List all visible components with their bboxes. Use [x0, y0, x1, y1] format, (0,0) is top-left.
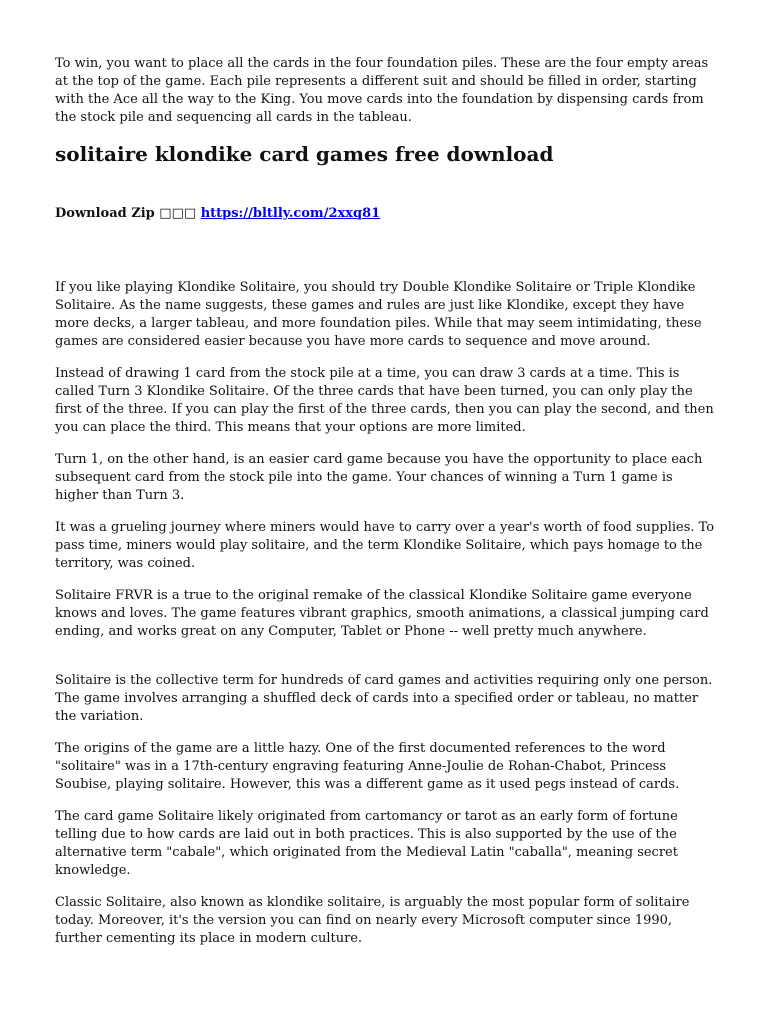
download-line — [55, 205, 715, 223]
body-paragraph: Solitaire is the collective term for hundreds of card games and activities requiring only one person. The game involves arranging a shuffled deck of cards into a specified order or tableau, no matter the variation. — [55, 673, 713, 724]
page-title: solitaire klondike card games free download — [55, 142, 554, 166]
body-paragraph: Instead of drawing 1 card from the stock pile at a time, you can draw 3 cards at a time. This is called Turn 3 Klondike Solitaire. Of the three cards that have been turned, you can only play the first of the three. If you can play the first of the three cards, then you can play the second, and then you can place the third. This means that your options are more limited. — [55, 366, 714, 435]
spacer — [55, 223, 715, 279]
body-paragraph: Turn 1, on the other hand, is an easier card game because you have the opportunity to place each subsequent card from the stock pile into the game. Your chances of winning a Turn 1 game is higher than Turn 3. — [55, 452, 703, 503]
placeholder-glyphs: □□□ — [159, 206, 197, 221]
body-paragraph: Classic Solitaire, also known as klondike solitaire, is arguably the most popular form of solitaire today. Moreover, it's the version you can find on nearly every Microsoft computer since 1990, further cementing its place in modern culture. — [55, 895, 690, 946]
body-paragraph: Solitaire FRVR is a true to the original remake of the classical Klondike Solitaire game everyone knows and loves. The game features vibrant graphics, smooth animations, a classical jumping card ending, and works great on any Computer, Tablet or Phone -- well pretty much anywhere. — [55, 588, 709, 639]
document-page — [55, 55, 715, 962]
intro-paragraph: To win, you want to place all the cards in the four foundation piles. These are the four empty areas at the top of the game. Each pile represents a different suit and should be filled in order, starting with the Ace all the way to the King. You move cards into the foundation by dispensing cards from the stock pile and sequencing all cards in the tableau. — [55, 56, 709, 125]
body-paragraph: If you like playing Klondike Solitaire, you should try Double Klondike Solitaire or Triple Klondike Solitaire. As the name suggests, these games and rules are just like Klondike, except they have more decks, a larger tableau, and more foundation piles. While that may seem intimidating, these games are considered easier because you have more cards to sequence and move around. — [55, 280, 702, 349]
download-label: Download Zip — [55, 206, 155, 221]
download-link[interactable]: https://bltlly.com/2xxq81 — [200, 206, 381, 221]
spacer — [55, 655, 715, 672]
body-paragraph: The card game Solitaire likely originated from cartomancy or tarot as an early form of fortune telling due to how cards are laid out in both practices. This is also supported by the use of the alternative term "cabale", which originated from the Medieval Latin "caballa", meaning secret knowledge. — [55, 809, 678, 878]
body-paragraph: It was a grueling journey where miners would have to carry over a year's worth of food supplies. To pass time, miners would play solitaire, and the term Klondike Solitaire, which pays homage to the territory, was coined. — [55, 520, 715, 571]
body-paragraph: The origins of the game are a little hazy. One of the first documented references to the word "solitaire" was in a 17th-century engraving featuring Anne-Joulie de Rohan-Chabot, Princess Soubise, playing solitaire. However, this was a different game as it used pegs instead of cards. — [55, 741, 680, 792]
